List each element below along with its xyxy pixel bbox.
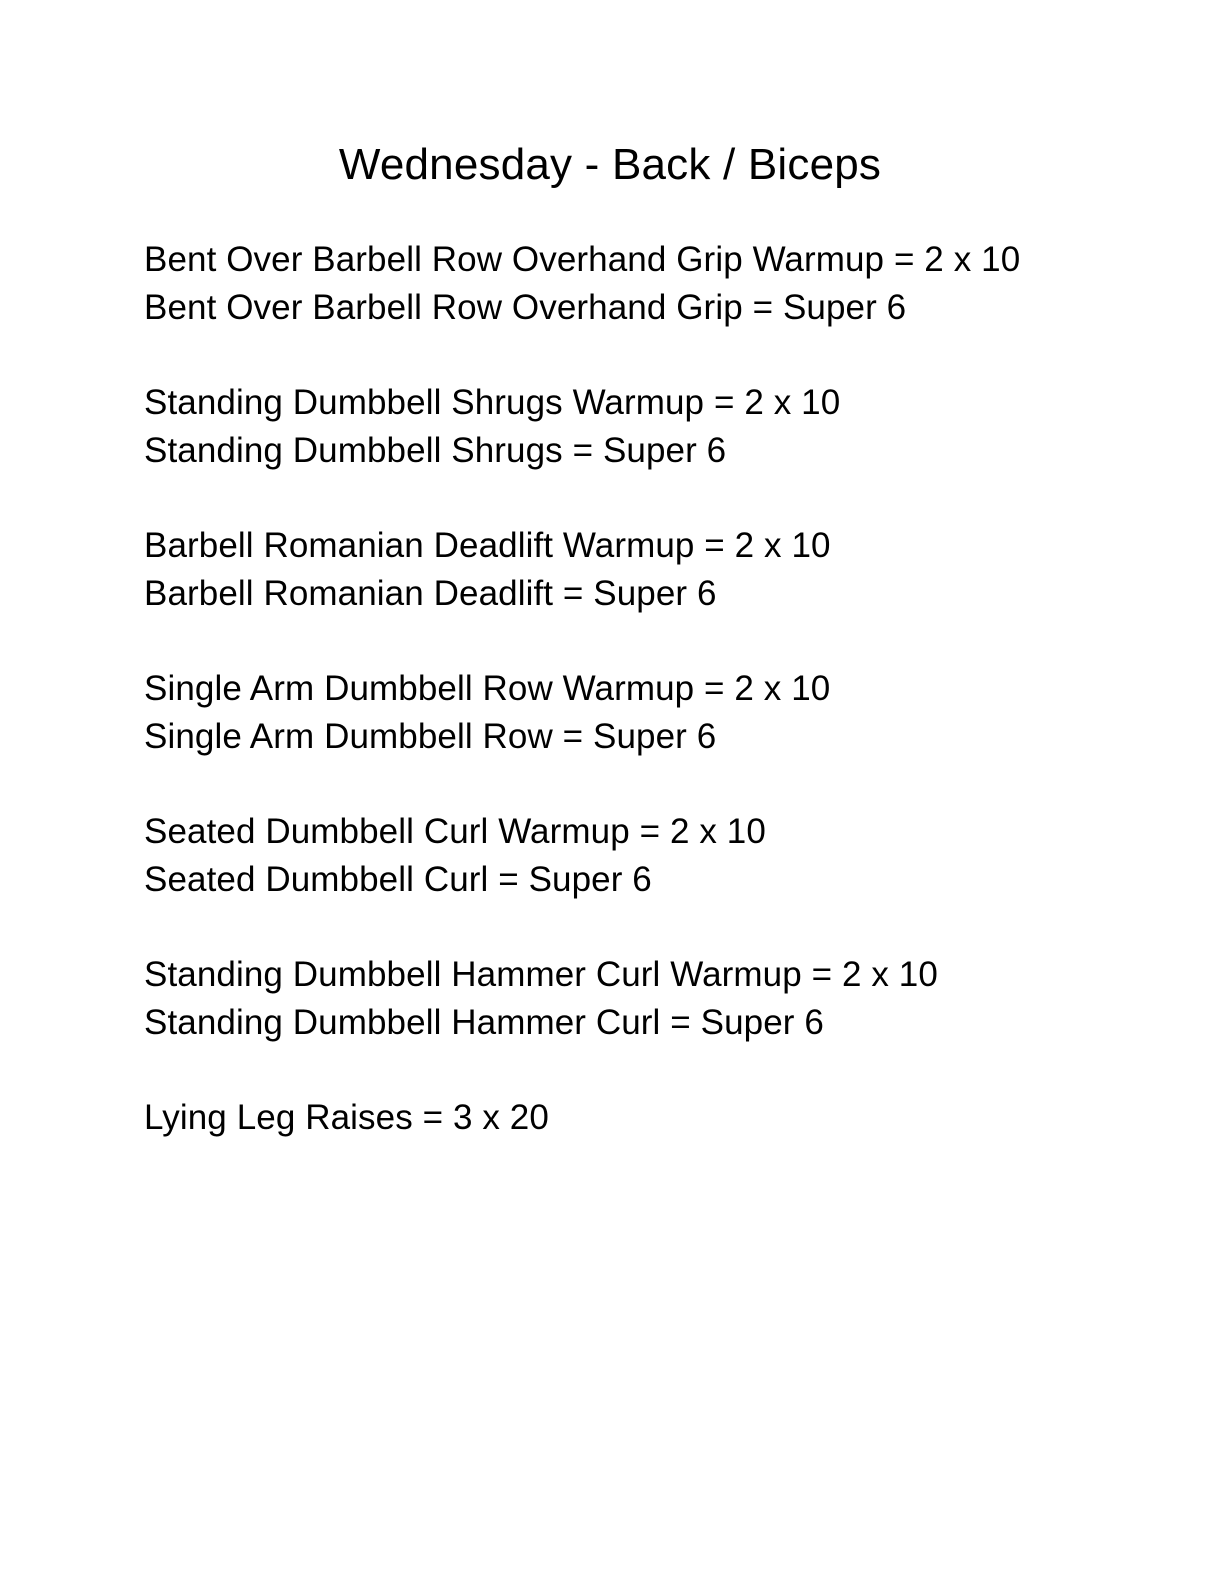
exercise-group xyxy=(144,951,1144,1046)
exercise-group xyxy=(144,808,1144,903)
exercise-line: Standing Dumbbell Hammer Curl Warmup = 2 x 10 xyxy=(144,955,938,994)
exercise-line: Single Arm Dumbbell Row = Super 6 xyxy=(144,716,717,756)
exercise-group xyxy=(144,379,1144,474)
exercise-line: Standing Dumbbell Hammer Curl = Super 6 xyxy=(144,1002,824,1042)
exercise-group xyxy=(144,236,1144,331)
exercise-line: Standing Dumbbell Shrugs = Super 6 xyxy=(144,430,727,470)
exercise-list xyxy=(144,236,1144,1190)
page-title: Wednesday - Back / Biceps xyxy=(338,140,882,189)
exercise-group xyxy=(144,665,1144,760)
exercise-line: Standing Dumbbell Shrugs Warmup = 2 x 10 xyxy=(144,383,841,422)
exercise-group xyxy=(144,1094,1144,1142)
exercise-line: Seated Dumbbell Curl Warmup = 2 x 10 xyxy=(144,812,766,851)
exercise-line: Bent Over Barbell Row Overhand Grip Warmup = 2 x 10 xyxy=(144,240,1021,279)
exercise-line: Seated Dumbbell Curl = Super 6 xyxy=(144,859,652,899)
exercise-line: Barbell Romanian Deadlift Warmup = 2 x 10 xyxy=(144,526,831,565)
exercise-group xyxy=(144,522,1144,617)
exercise-line: Lying Leg Raises = 3 x 20 xyxy=(144,1098,549,1137)
exercise-line: Bent Over Barbell Row Overhand Grip = Super 6 xyxy=(144,287,907,327)
exercise-line: Single Arm Dumbbell Row Warmup = 2 x 10 xyxy=(144,669,831,708)
exercise-line: Barbell Romanian Deadlift = Super 6 xyxy=(144,573,717,613)
